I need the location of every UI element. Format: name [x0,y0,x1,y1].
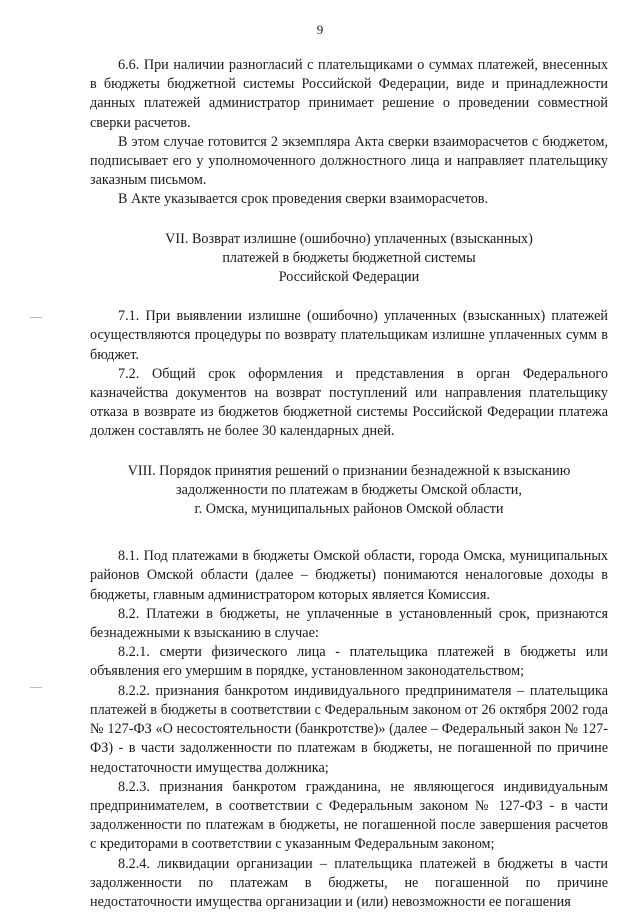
margin-mark [30,317,42,318]
paragraph-6-6-act: В этом случае готовится 2 экземпляра Акта сверки взаиморасчетов с бюджетом, подписывает его у уполномоченного должностного лица и направляет плательщику заказным письмом. [90,133,608,189]
paragraph-8-2-3: 8.2.3. признания банкротом гражданина, не являющегося индивидуальным предпринимателем, в соответствии с Федеральным законом № 127-ФЗ - в части задолженности по платежам в бюджеты, не погашенной после завершения расчетов с кредиторами в соответствии с указанным Федеральным законом; [90,778,608,853]
section-7-heading-line: VII. Возврат излишне (ошибочно) уплаченных (взысканных) [165,230,533,247]
document-body [90,56,608,912]
paragraph-8-1: 8.1. Под платежами в бюджеты Омской области, города Омска, муниципальных районов Омской области (далее – бюджеты) понимаются неналоговые доходы в бюджеты, главным администратором которых является Комиссия. [90,548,608,603]
paragraph-7-2: 7.2. Общий срок оформления и представления в орган Федерального казначейства документов на возврат поступлений или направления плательщику отказа в возврате из бюджетов бюджетной системы Российской Федерации платежа должен составлять не более 30 календарных дней. [90,365,608,440]
margin-mark [30,687,42,688]
page-number: 9 [316,22,324,37]
section-7-heading-line: платежей в бюджеты бюджетной системы [222,249,476,266]
paragraph-6-6-term: В Акте указывается срок проведения сверки взаиморасчетов. [118,191,489,208]
paragraph-8-2-2: 8.2.2. признания банкротом индивидуального предпринимателя – плательщика платежей в бюджеты в соответствии с Федеральным законом от 26 октября 2002 года № 127-ФЗ «О несостоятельности (банкротстве)» (далее – Федеральный закон № 127-ФЗ) - в части задолженности по платежам в бюджеты, не погашенной по причине недостаточности имущества должника; [90,682,608,776]
section-8-heading [90,462,608,520]
section-8-heading-line: задолженности по платежам в бюджеты Омской области, [176,481,522,498]
paragraph-7-1: 7.1. При выявлении излишне (ошибочно) уплаченных (взысканных) платежей осуществляются процедуры по возврату плательщикам излишне уплаченных сумм в бюджет. [90,308,608,363]
section-7-heading [90,230,608,288]
section-8-heading-line: г. Омска, муниципальных районов Омской области [194,501,504,518]
paragraph-6-6: 6.6. При наличии разногласий с плательщиками о суммах платежей, внесенных в бюджеты бюджетной системы Российской Федерации, виде и принадлежности данных платежей администратор принимает решение о проведении совместной сверки расчетов. [90,57,608,131]
paragraph-8-2: 8.2. Платежи в бюджеты, не уплаченные в установленный срок, признаются безнадежными к взысканию в случае: [90,605,608,642]
section-7-heading-line: Российской Федерации [278,269,420,286]
paragraph-8-2-4: 8.2.4. ликвидации организации – плательщика платежей в бюджеты в части задолженности по платежам в бюджеты, не погашенной по причине недостаточности имущества организации и (или) невозможности ее погашения [90,855,608,910]
section-8-heading-line: VIII. Порядок принятия решений о признании безнадежной к взысканию [127,462,571,479]
paragraph-8-2-1: 8.2.1. смерти физического лица - плательщика платежей в бюджеты или объявления его умершим в порядке, установленном законодательством; [90,644,608,680]
